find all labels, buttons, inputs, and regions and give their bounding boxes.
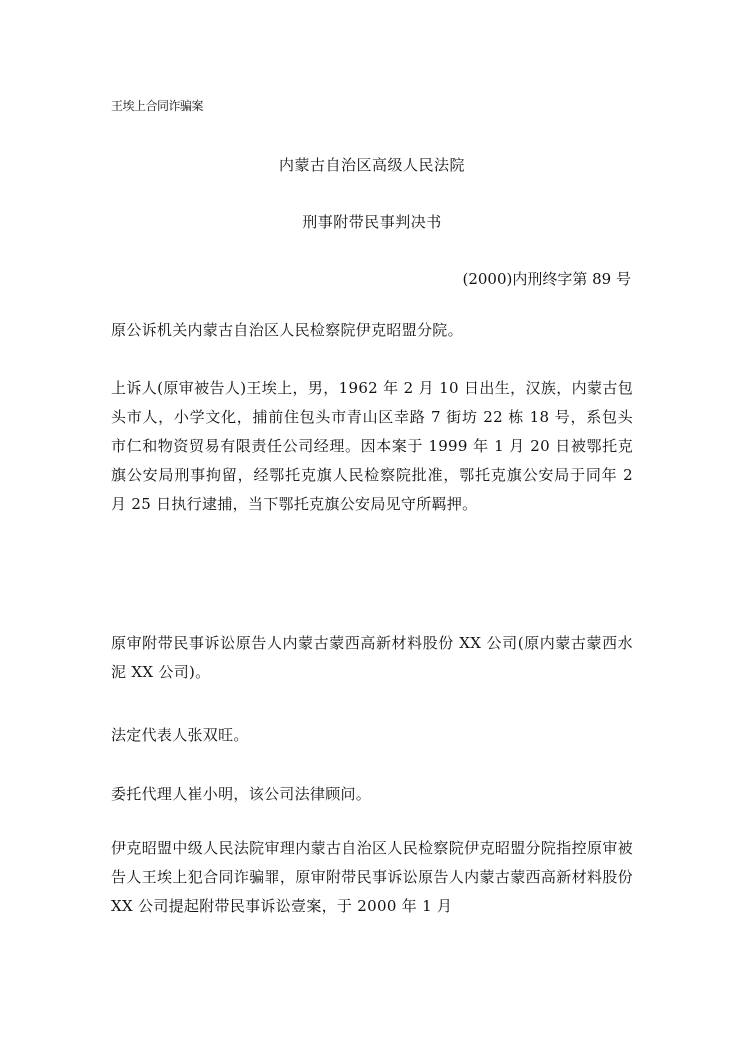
- paragraph-agent: 委托代理人崔小明，该公司法律顾问。: [111, 785, 372, 803]
- document-header-label: 王埃上合同诈骗案: [111, 99, 204, 113]
- paragraph-case-history: 伊克昭盟中级人民法院审理内蒙古自治区人民检察院伊克昭盟分院指控原审被告人王埃上犯合同诈骗罪，原审附带民事诉讼原告人内蒙古蒙西高新材料股份 XX 公司提起附带民事诉讼壹案，于 2000 年 1 月: [111, 839, 633, 915]
- document-type-title: 刑事附带民事判决书: [302, 213, 442, 231]
- court-name-title: 内蒙古自治区高级人民法院: [278, 156, 465, 174]
- paragraph-prosecutor: 原公诉机关内蒙古自治区人民检察院伊克昭盟分院。: [111, 321, 463, 339]
- paragraph-appellant: 上诉人(原审被告人)王埃上，男，1962 年 2 月 10 日出生，汉族，内蒙古包头市人，小学文化，捕前住包头市青山区幸路 7 街坊 22 栋 18 号，系包头市仁和物资贸易有限责任公司经理。因本案于 1999 年 1 月 20 日被鄂托克旗公安局刑事拘留，经鄂托克旗人民检察院批准，鄂托克旗公安局于同年 2 月 25 日执行逮捕，当下鄂托克旗公安局见守所羁押。: [111, 379, 633, 513]
- case-number: (2000)内刑终字第 89 号: [462, 270, 631, 288]
- paragraph-legal-representative: 法定代表人张双旺。: [111, 726, 249, 744]
- paragraph-civil-plaintiff: 原审附带民事诉讼原告人内蒙古蒙西高新材料股份 XX 公司(原内蒙古蒙西水泥 XX 公司)。: [111, 634, 633, 681]
